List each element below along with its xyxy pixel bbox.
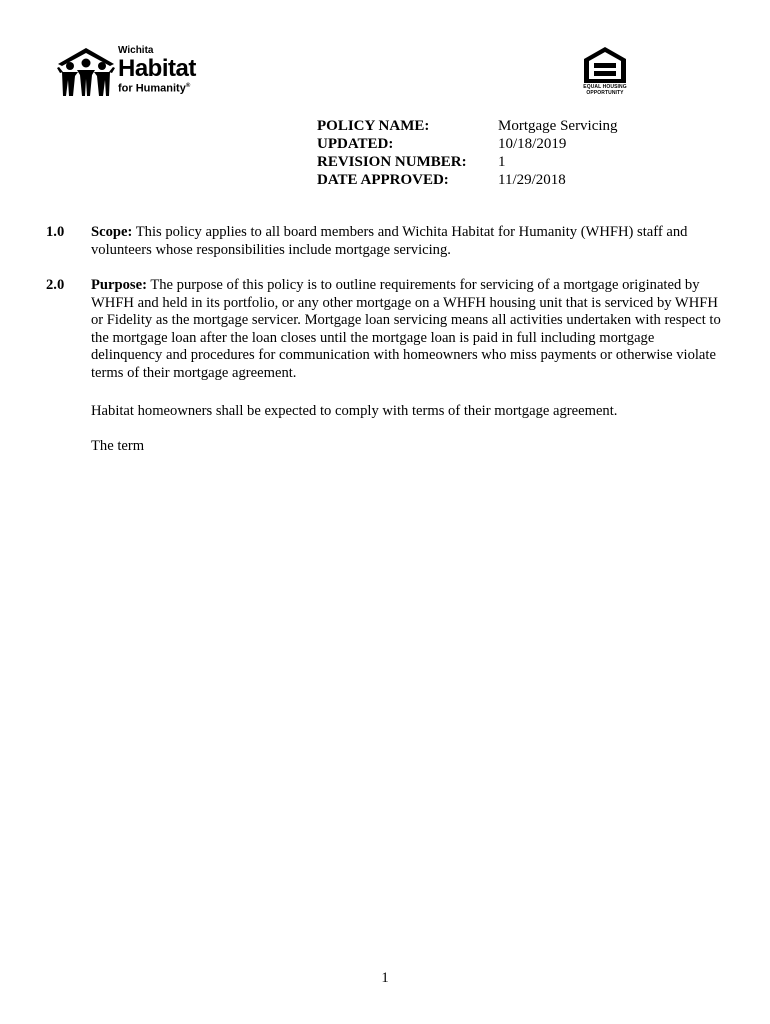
policy-info-table: [317, 117, 618, 189]
section-number: 1.0: [46, 224, 65, 240]
section-body: [91, 224, 723, 259]
date-approved-label: DATE APPROVED:: [317, 172, 449, 188]
policy-name-row: [317, 117, 618, 135]
equal-housing-logo: [583, 46, 627, 100]
policy-name-value: Mortgage Servicing: [498, 118, 618, 134]
date-approved-row: [317, 171, 618, 189]
equal-housing-icon: [583, 46, 627, 84]
section-text: This policy applies to all board members and Wichita Habitat for Humanity (WHFH) staff and volunteers whose responsibilities include mortgage servicing.: [91, 224, 688, 258]
logo-registered-mark: ®: [185, 83, 191, 89]
updated-row: [317, 135, 618, 153]
section-text: The purpose of this policy is to outline requirements for servicing of a mortgage originated by WHFH and held in its portfolio, or any other mortgage on a WHFH housing unit that is serviced by WHFH or Fidelity as the mortgage servicer. Mortgage loan servicing means all activities undertaken with respect to the mortgage loan after the loan closes until the mortgage loan is paid in full including mortgage delinquency and procedures for communication with homeowners who miss payments or otherwise violate terms of their mortgage agreement.: [91, 277, 721, 381]
section-purpose: [46, 277, 726, 383]
logo-sub-text: [118, 83, 190, 95]
revision-value: 1: [498, 154, 506, 170]
section-scope: [46, 224, 726, 259]
logo-brand-text: Habitat: [118, 55, 196, 82]
section-title: Scope:: [91, 224, 133, 240]
paragraph-the-term: The term: [91, 438, 145, 454]
logo-sub-label: for Humanity: [118, 82, 186, 95]
paragraph-compliance: Habitat homeowners shall be expected to comply with terms of their mortgage agreement.: [91, 403, 618, 419]
page-number: 1: [381, 970, 389, 986]
revision-label: REVISION NUMBER:: [317, 154, 467, 170]
updated-label: UPDATED:: [317, 136, 394, 152]
habitat-house-people-icon: [56, 46, 116, 98]
revision-row: [317, 153, 618, 171]
section-body: [91, 277, 723, 383]
logo-city-text: Wichita: [118, 45, 154, 56]
date-approved-value: 11/29/2018: [498, 172, 566, 188]
policy-name-label: POLICY NAME:: [317, 118, 430, 134]
section-title: Purpose:: [91, 277, 147, 293]
updated-value: 10/18/2019: [498, 136, 567, 152]
equal-housing-line2: OPPORTUNITY: [586, 90, 624, 96]
equal-housing-line1: EQUAL HOUSING: [583, 84, 627, 90]
habitat-logo: [56, 46, 196, 98]
section-number: 2.0: [46, 277, 65, 293]
